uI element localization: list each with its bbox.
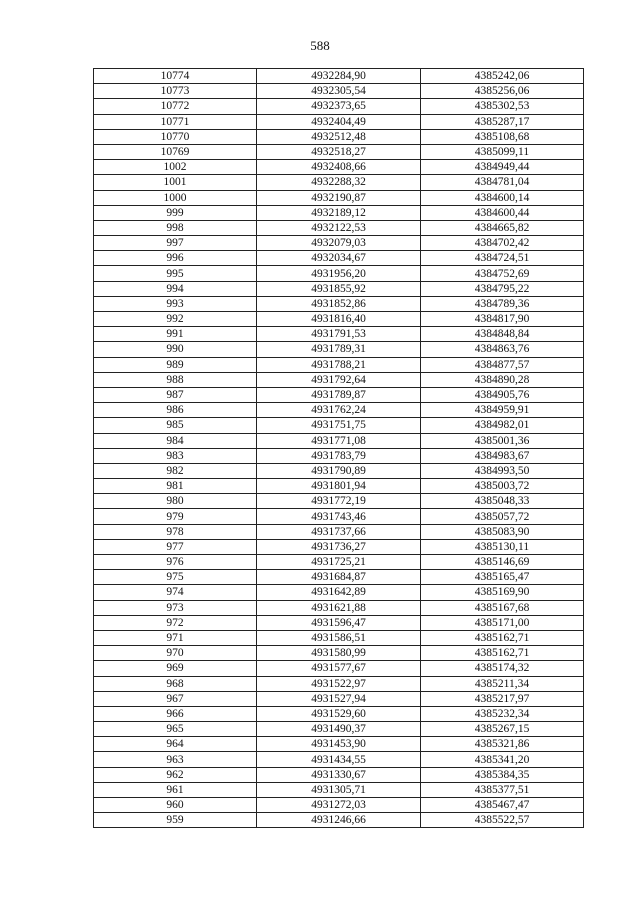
point-number-cell: 971 (94, 630, 257, 645)
y-coordinate-cell: 4384877,57 (421, 357, 584, 372)
x-coordinate-cell: 4931621,88 (257, 600, 421, 615)
y-coordinate-cell: 4385522,57 (421, 813, 584, 828)
table-row (94, 767, 584, 782)
x-coordinate-cell: 4931642,89 (257, 585, 421, 600)
y-coordinate-cell: 4384724,51 (421, 251, 584, 266)
x-coordinate-cell: 4931789,31 (257, 342, 421, 357)
table-row (94, 205, 584, 220)
y-coordinate-cell: 4385377,51 (421, 782, 584, 797)
point-number-cell: 984 (94, 433, 257, 448)
point-number-cell: 992 (94, 312, 257, 327)
point-number-cell: 10769 (94, 144, 257, 159)
point-number-cell: 993 (94, 296, 257, 311)
point-number-cell: 986 (94, 403, 257, 418)
table-row (94, 236, 584, 251)
x-coordinate-cell: 4932079,03 (257, 236, 421, 251)
x-coordinate-cell: 4931789,87 (257, 387, 421, 402)
y-coordinate-cell: 4385232,34 (421, 706, 584, 721)
y-coordinate-cell: 4385083,90 (421, 524, 584, 539)
point-number-cell: 999 (94, 205, 257, 220)
y-coordinate-cell: 4385162,71 (421, 630, 584, 645)
y-coordinate-cell: 4384600,14 (421, 190, 584, 205)
y-coordinate-cell: 4384949,44 (421, 160, 584, 175)
table-row (94, 782, 584, 797)
x-coordinate-cell: 4932404,49 (257, 114, 421, 129)
y-coordinate-cell: 4384795,22 (421, 281, 584, 296)
x-coordinate-cell: 4931956,20 (257, 266, 421, 281)
y-coordinate-cell: 4385001,36 (421, 433, 584, 448)
y-coordinate-cell: 4385287,17 (421, 114, 584, 129)
point-number-cell: 10774 (94, 69, 257, 84)
table-row (94, 403, 584, 418)
table-row (94, 676, 584, 691)
y-coordinate-cell: 4384993,50 (421, 463, 584, 478)
y-coordinate-cell: 4385057,72 (421, 509, 584, 524)
point-number-cell: 996 (94, 251, 257, 266)
y-coordinate-cell: 4384781,04 (421, 175, 584, 190)
y-coordinate-cell: 4385099,11 (421, 144, 584, 159)
point-number-cell: 997 (94, 236, 257, 251)
x-coordinate-cell: 4931490,37 (257, 722, 421, 737)
point-number-cell: 995 (94, 266, 257, 281)
x-coordinate-cell: 4931791,53 (257, 327, 421, 342)
table-row (94, 372, 584, 387)
point-number-cell: 968 (94, 676, 257, 691)
table-row (94, 342, 584, 357)
x-coordinate-cell: 4931586,51 (257, 630, 421, 645)
x-coordinate-cell: 4931246,66 (257, 813, 421, 828)
y-coordinate-cell: 4385211,34 (421, 676, 584, 691)
table-row (94, 114, 584, 129)
x-coordinate-cell: 4931305,71 (257, 782, 421, 797)
point-number-cell: 10772 (94, 99, 257, 114)
table-row (94, 129, 584, 144)
y-coordinate-cell: 4385146,69 (421, 555, 584, 570)
table-row (94, 509, 584, 524)
y-coordinate-cell: 4385302,53 (421, 99, 584, 114)
y-coordinate-cell: 4385130,11 (421, 539, 584, 554)
point-number-cell: 979 (94, 509, 257, 524)
table-row (94, 752, 584, 767)
point-number-cell: 10773 (94, 84, 257, 99)
x-coordinate-cell: 4931792,64 (257, 372, 421, 387)
y-coordinate-cell: 4385169,90 (421, 585, 584, 600)
y-coordinate-cell: 4385165,47 (421, 570, 584, 585)
table-row (94, 706, 584, 721)
x-coordinate-cell: 4931272,03 (257, 798, 421, 813)
point-number-cell: 975 (94, 570, 257, 585)
table-row (94, 281, 584, 296)
y-coordinate-cell: 4385467,47 (421, 798, 584, 813)
table-row (94, 418, 584, 433)
y-coordinate-cell: 4384789,36 (421, 296, 584, 311)
x-coordinate-cell: 4932512,48 (257, 129, 421, 144)
point-number-cell: 989 (94, 357, 257, 372)
x-coordinate-cell: 4932190,87 (257, 190, 421, 205)
point-number-cell: 980 (94, 494, 257, 509)
coordinates-table-body (94, 69, 584, 828)
table-row (94, 357, 584, 372)
x-coordinate-cell: 4931527,94 (257, 691, 421, 706)
table-row (94, 585, 584, 600)
x-coordinate-cell: 4932373,65 (257, 99, 421, 114)
table-row (94, 312, 584, 327)
point-number-cell: 960 (94, 798, 257, 813)
x-coordinate-cell: 4932408,66 (257, 160, 421, 175)
table-row (94, 600, 584, 615)
point-number-cell: 1000 (94, 190, 257, 205)
table-row (94, 190, 584, 205)
y-coordinate-cell: 4384817,90 (421, 312, 584, 327)
point-number-cell: 959 (94, 813, 257, 828)
x-coordinate-cell: 4931743,46 (257, 509, 421, 524)
point-number-cell: 967 (94, 691, 257, 706)
x-coordinate-cell: 4931522,97 (257, 676, 421, 691)
x-coordinate-cell: 4931771,08 (257, 433, 421, 448)
point-number-cell: 964 (94, 737, 257, 752)
y-coordinate-cell: 4385321,86 (421, 737, 584, 752)
x-coordinate-cell: 4931762,24 (257, 403, 421, 418)
y-coordinate-cell: 4385048,33 (421, 494, 584, 509)
x-coordinate-cell: 4931434,55 (257, 752, 421, 767)
table-row (94, 539, 584, 554)
x-coordinate-cell: 4931577,67 (257, 661, 421, 676)
point-number-cell: 962 (94, 767, 257, 782)
table-row (94, 524, 584, 539)
y-coordinate-cell: 4384752,69 (421, 266, 584, 281)
point-number-cell: 978 (94, 524, 257, 539)
point-number-cell: 1001 (94, 175, 257, 190)
x-coordinate-cell: 4931737,66 (257, 524, 421, 539)
y-coordinate-cell: 4384982,01 (421, 418, 584, 433)
point-number-cell: 977 (94, 539, 257, 554)
table-row (94, 615, 584, 630)
x-coordinate-cell: 4931790,89 (257, 463, 421, 478)
x-coordinate-cell: 4931725,21 (257, 555, 421, 570)
x-coordinate-cell: 4931852,86 (257, 296, 421, 311)
point-number-cell: 10771 (94, 114, 257, 129)
y-coordinate-cell: 4385003,72 (421, 479, 584, 494)
point-number-cell: 991 (94, 327, 257, 342)
point-number-cell: 963 (94, 752, 257, 767)
y-coordinate-cell: 4384983,67 (421, 448, 584, 463)
table-row (94, 494, 584, 509)
table-row (94, 722, 584, 737)
x-coordinate-cell: 4931580,99 (257, 646, 421, 661)
y-coordinate-cell: 4385267,15 (421, 722, 584, 737)
x-coordinate-cell: 4931788,21 (257, 357, 421, 372)
table-row (94, 630, 584, 645)
table-row (94, 84, 584, 99)
x-coordinate-cell: 4931751,75 (257, 418, 421, 433)
table-row (94, 387, 584, 402)
table-row (94, 99, 584, 114)
table-row (94, 798, 584, 813)
table-row (94, 737, 584, 752)
table-row (94, 448, 584, 463)
point-number-cell: 965 (94, 722, 257, 737)
point-number-cell: 972 (94, 615, 257, 630)
y-coordinate-cell: 4384702,42 (421, 236, 584, 251)
point-number-cell: 976 (94, 555, 257, 570)
y-coordinate-cell: 4385108,68 (421, 129, 584, 144)
x-coordinate-cell: 4931330,67 (257, 767, 421, 782)
table-row (94, 251, 584, 266)
point-number-cell: 969 (94, 661, 257, 676)
y-coordinate-cell: 4385217,97 (421, 691, 584, 706)
table-row (94, 144, 584, 159)
point-number-cell: 990 (94, 342, 257, 357)
point-number-cell: 974 (94, 585, 257, 600)
x-coordinate-cell: 4931684,87 (257, 570, 421, 585)
point-number-cell: 973 (94, 600, 257, 615)
table-row (94, 691, 584, 706)
point-number-cell: 961 (94, 782, 257, 797)
x-coordinate-cell: 4931801,94 (257, 479, 421, 494)
table-row (94, 327, 584, 342)
x-coordinate-cell: 4931772,19 (257, 494, 421, 509)
y-coordinate-cell: 4385242,06 (421, 69, 584, 84)
x-coordinate-cell: 4931596,47 (257, 615, 421, 630)
point-number-cell: 982 (94, 463, 257, 478)
table-row (94, 220, 584, 235)
x-coordinate-cell: 4932305,54 (257, 84, 421, 99)
x-coordinate-cell: 4931855,92 (257, 281, 421, 296)
y-coordinate-cell: 4385167,68 (421, 600, 584, 615)
table-row (94, 555, 584, 570)
table-row (94, 463, 584, 478)
table-row (94, 661, 584, 676)
table-row (94, 69, 584, 84)
table-row (94, 479, 584, 494)
coordinates-table (93, 68, 584, 828)
table-row (94, 266, 584, 281)
point-number-cell: 970 (94, 646, 257, 661)
point-number-cell: 985 (94, 418, 257, 433)
table-row (94, 813, 584, 828)
point-number-cell: 983 (94, 448, 257, 463)
x-coordinate-cell: 4932034,67 (257, 251, 421, 266)
y-coordinate-cell: 4385384,35 (421, 767, 584, 782)
table-row (94, 646, 584, 661)
table-row (94, 175, 584, 190)
point-number-cell: 1002 (94, 160, 257, 175)
y-coordinate-cell: 4385256,06 (421, 84, 584, 99)
point-number-cell: 10770 (94, 129, 257, 144)
y-coordinate-cell: 4384890,28 (421, 372, 584, 387)
point-number-cell: 988 (94, 372, 257, 387)
y-coordinate-cell: 4385162,71 (421, 646, 584, 661)
y-coordinate-cell: 4384959,91 (421, 403, 584, 418)
point-number-cell: 966 (94, 706, 257, 721)
x-coordinate-cell: 4932284,90 (257, 69, 421, 84)
x-coordinate-cell: 4931529,60 (257, 706, 421, 721)
table-row (94, 570, 584, 585)
y-coordinate-cell: 4385171,00 (421, 615, 584, 630)
x-coordinate-cell: 4931453,90 (257, 737, 421, 752)
x-coordinate-cell: 4931816,40 (257, 312, 421, 327)
x-coordinate-cell: 4931783,79 (257, 448, 421, 463)
y-coordinate-cell: 4384848,84 (421, 327, 584, 342)
y-coordinate-cell: 4384600,44 (421, 205, 584, 220)
page-number: 588 (310, 38, 330, 53)
y-coordinate-cell: 4385174,32 (421, 661, 584, 676)
y-coordinate-cell: 4384905,76 (421, 387, 584, 402)
x-coordinate-cell: 4932518,27 (257, 144, 421, 159)
y-coordinate-cell: 4384863,76 (421, 342, 584, 357)
point-number-cell: 987 (94, 387, 257, 402)
table-row (94, 433, 584, 448)
y-coordinate-cell: 4384665,82 (421, 220, 584, 235)
table-row (94, 160, 584, 175)
point-number-cell: 994 (94, 281, 257, 296)
x-coordinate-cell: 4932189,12 (257, 205, 421, 220)
y-coordinate-cell: 4385341,20 (421, 752, 584, 767)
point-number-cell: 981 (94, 479, 257, 494)
x-coordinate-cell: 4931736,27 (257, 539, 421, 554)
point-number-cell: 998 (94, 220, 257, 235)
x-coordinate-cell: 4932288,32 (257, 175, 421, 190)
table-row (94, 296, 584, 311)
x-coordinate-cell: 4932122,53 (257, 220, 421, 235)
